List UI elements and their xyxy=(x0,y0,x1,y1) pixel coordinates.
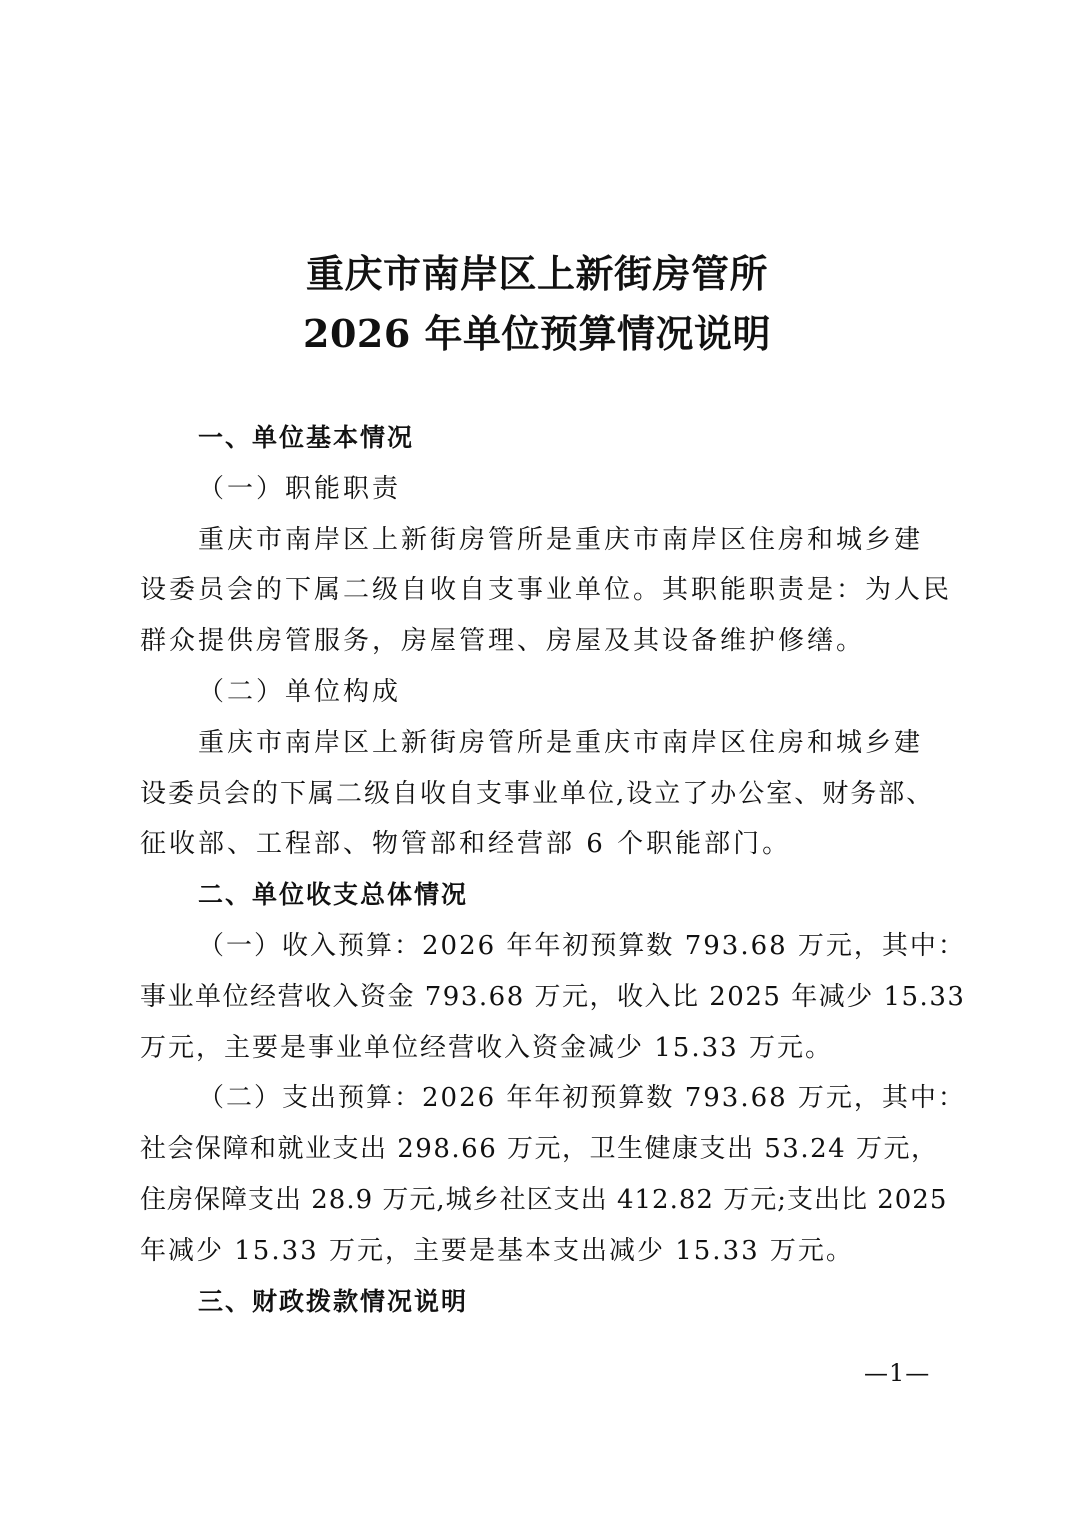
document-body xyxy=(140,413,966,1327)
paragraph-line: （二）支出预算：2026 年年初预算数 793.68 万元，其中： xyxy=(198,1083,966,1114)
title-line-1: 重庆市南岸区上新街房管所 xyxy=(305,251,768,296)
paragraph-line: 住房保障支出 28.9 万元,城乡社区支出 412.82 万元;支出比 2025 xyxy=(140,1184,948,1215)
section-heading-1: 一、单位基本情况 xyxy=(198,423,415,452)
document-title xyxy=(0,244,1074,364)
paragraph-line: 事业单位经营收入资金 793.68 万元，收入比 2025 年减少 15.33 xyxy=(140,981,966,1012)
paragraph-line: 设委员会的下属二级自收自支事业单位。其职能职责是：为人民 xyxy=(140,575,953,606)
paragraph-line: 社会保障和就业支出 298.66 万元，卫生健康支出 53.24 万元， xyxy=(140,1134,939,1165)
subsection-heading-duties: （一）职能职责 xyxy=(198,473,402,504)
paragraph-line: 设委员会的下属二级自收自支事业单位,设立了办公室、财务部、 xyxy=(140,778,935,809)
paragraph-line: 征收部、工程部、物管部和经营部 6 个职能部门。 xyxy=(140,829,792,860)
section-heading-3: 三、财政拨款情况说明 xyxy=(198,1286,469,1316)
title-line-2: 2026 年单位预算情况说明 xyxy=(303,311,771,356)
subsection-heading-structure: （二）单位构成 xyxy=(198,676,402,707)
section-heading-2: 二、单位收支总体情况 xyxy=(198,880,469,910)
paragraph-line: 重庆市南岸区上新街房管所是重庆市南岸区住房和城乡建 xyxy=(198,524,924,555)
paragraph-line: （一）收入预算：2026 年年初预算数 793.68 万元，其中： xyxy=(198,930,966,961)
paragraph-line: 万元，主要是事业单位经营收入资金减少 15.33 万元。 xyxy=(140,1032,833,1063)
paragraph-line: 年减少 15.33 万元，主要是基本支出减少 15.33 万元。 xyxy=(140,1235,854,1266)
page-number: —1— xyxy=(864,1359,931,1387)
paragraph-line: 重庆市南岸区上新街房管所是重庆市南岸区住房和城乡建 xyxy=(198,727,924,758)
paragraph-line: 群众提供房管服务，房屋管理、房屋及其设备维护修缮。 xyxy=(140,626,866,657)
